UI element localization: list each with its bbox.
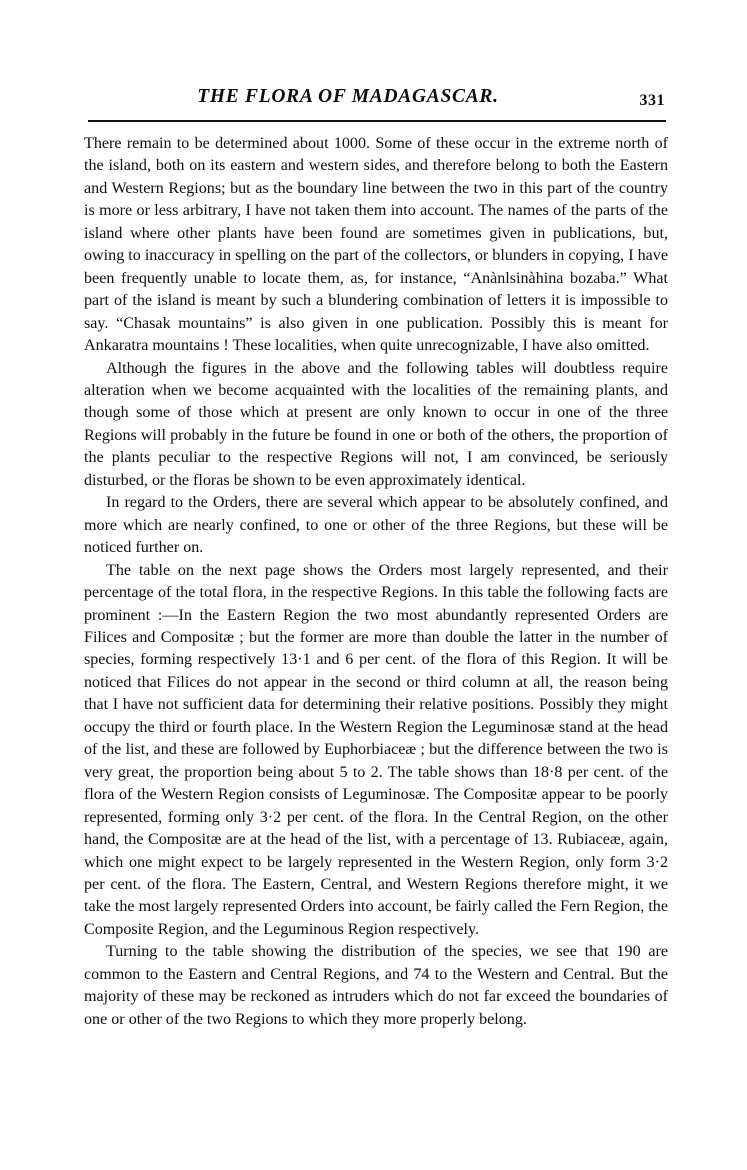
- page-number: 331: [639, 92, 665, 109]
- header-divider-rule: [88, 120, 666, 122]
- paragraph: The table on the next page shows the Orders most largely represented, and their percentage of the total flora, in the respective Regions. In this table the following facts are prominent :—In the Eastern Region the two most abundantly represented Orders are Filices and Compositæ ; but the former are more than double the latter in the number of species, forming respectively 13·1 and 6 per cent. of the flora of this Region. It will be noticed that Filices do not appear in the second or third column at all, the reason being that I have not sufficient data for determining their relative positions. Possibly they might occupy the third or fourth place. In the Western Region the Leguminosæ stand at the head of the list, and these are followed by Euphorbiaceæ ; but the difference between the two is very great, the proportion being about 5 to 2. The table shows than 18·8 per cent. of the flora of the Western Region consists of Leguminosæ. The Compositæ appear to be poorly represented, forming only 3·2 per cent. of the flora. In the Central Region, on the other hand, the Compositæ are at the head of the list, with a percentage of 13. Rubiaceæ, again, which one might expect to be largely represented in the Western Region, only form 3·2 per cent. of the flora. The Eastern, Central, and Western Regions therefore might, it we take the most largely represented Orders into account, be fairly called the Fern Region, the Composite Region, and the Leguminous Region respectively.: [84, 561, 668, 938]
- body-text-block: [84, 133, 668, 1031]
- paragraph: Although the figures in the above and the following tables will doubtless require alteration when we become acquainted with the localities of the remaining plants, and though some of those which at present are only known to occur in one of the three Regions will probably in the future be found in one or both of the others, the proportion of the plants peculiar to the respective Regions will not, I am convinced, be seriously disturbed, or the floras be shown to be even approximately identical.: [84, 359, 668, 489]
- paragraph: Turning to the table showing the distribution of the species, we see that 190 are common to the Eastern and Central Regions, and 74 to the Western and Central. But the majority of these may be reckoned as intruders which do not far exceed the boundaries of one or other of the two Regions to which they more properly belong.: [84, 943, 668, 1028]
- running-head-title: THE FLORA OF MADAGASCAR.: [197, 86, 499, 107]
- paragraph: In regard to the Orders, there are several which appear to be absolutely confined, and more which are nearly confined, to one or other of the three Regions, but these will be noticed further on.: [84, 494, 668, 557]
- paragraph: There remain to be determined about 1000. Some of these occur in the extreme north of the island, both on its eastern and western sides, and therefore belong to both the Eastern and Western Regions; but as the boundary line between the two in this part of the country is more or less arbitrary, I have not taken them into account. The names of the parts of the island where other plants have been found are sometimes given in publications, but, owing to inaccuracy in spelling on the part of the collectors, or blunders in copying, I have been frequently unable to locate them, as, for instance, “Anànlsinàhina bozaba.” What part of the island is meant by such a blundering combination of letters it is impossible to say. “Chasak mountains” is also given in one publication. Possibly this is meant for Ankaratra mountains ! These localities, when quite unrecognizable, I have also omitted.: [84, 135, 668, 355]
- page-header: [88, 86, 665, 116]
